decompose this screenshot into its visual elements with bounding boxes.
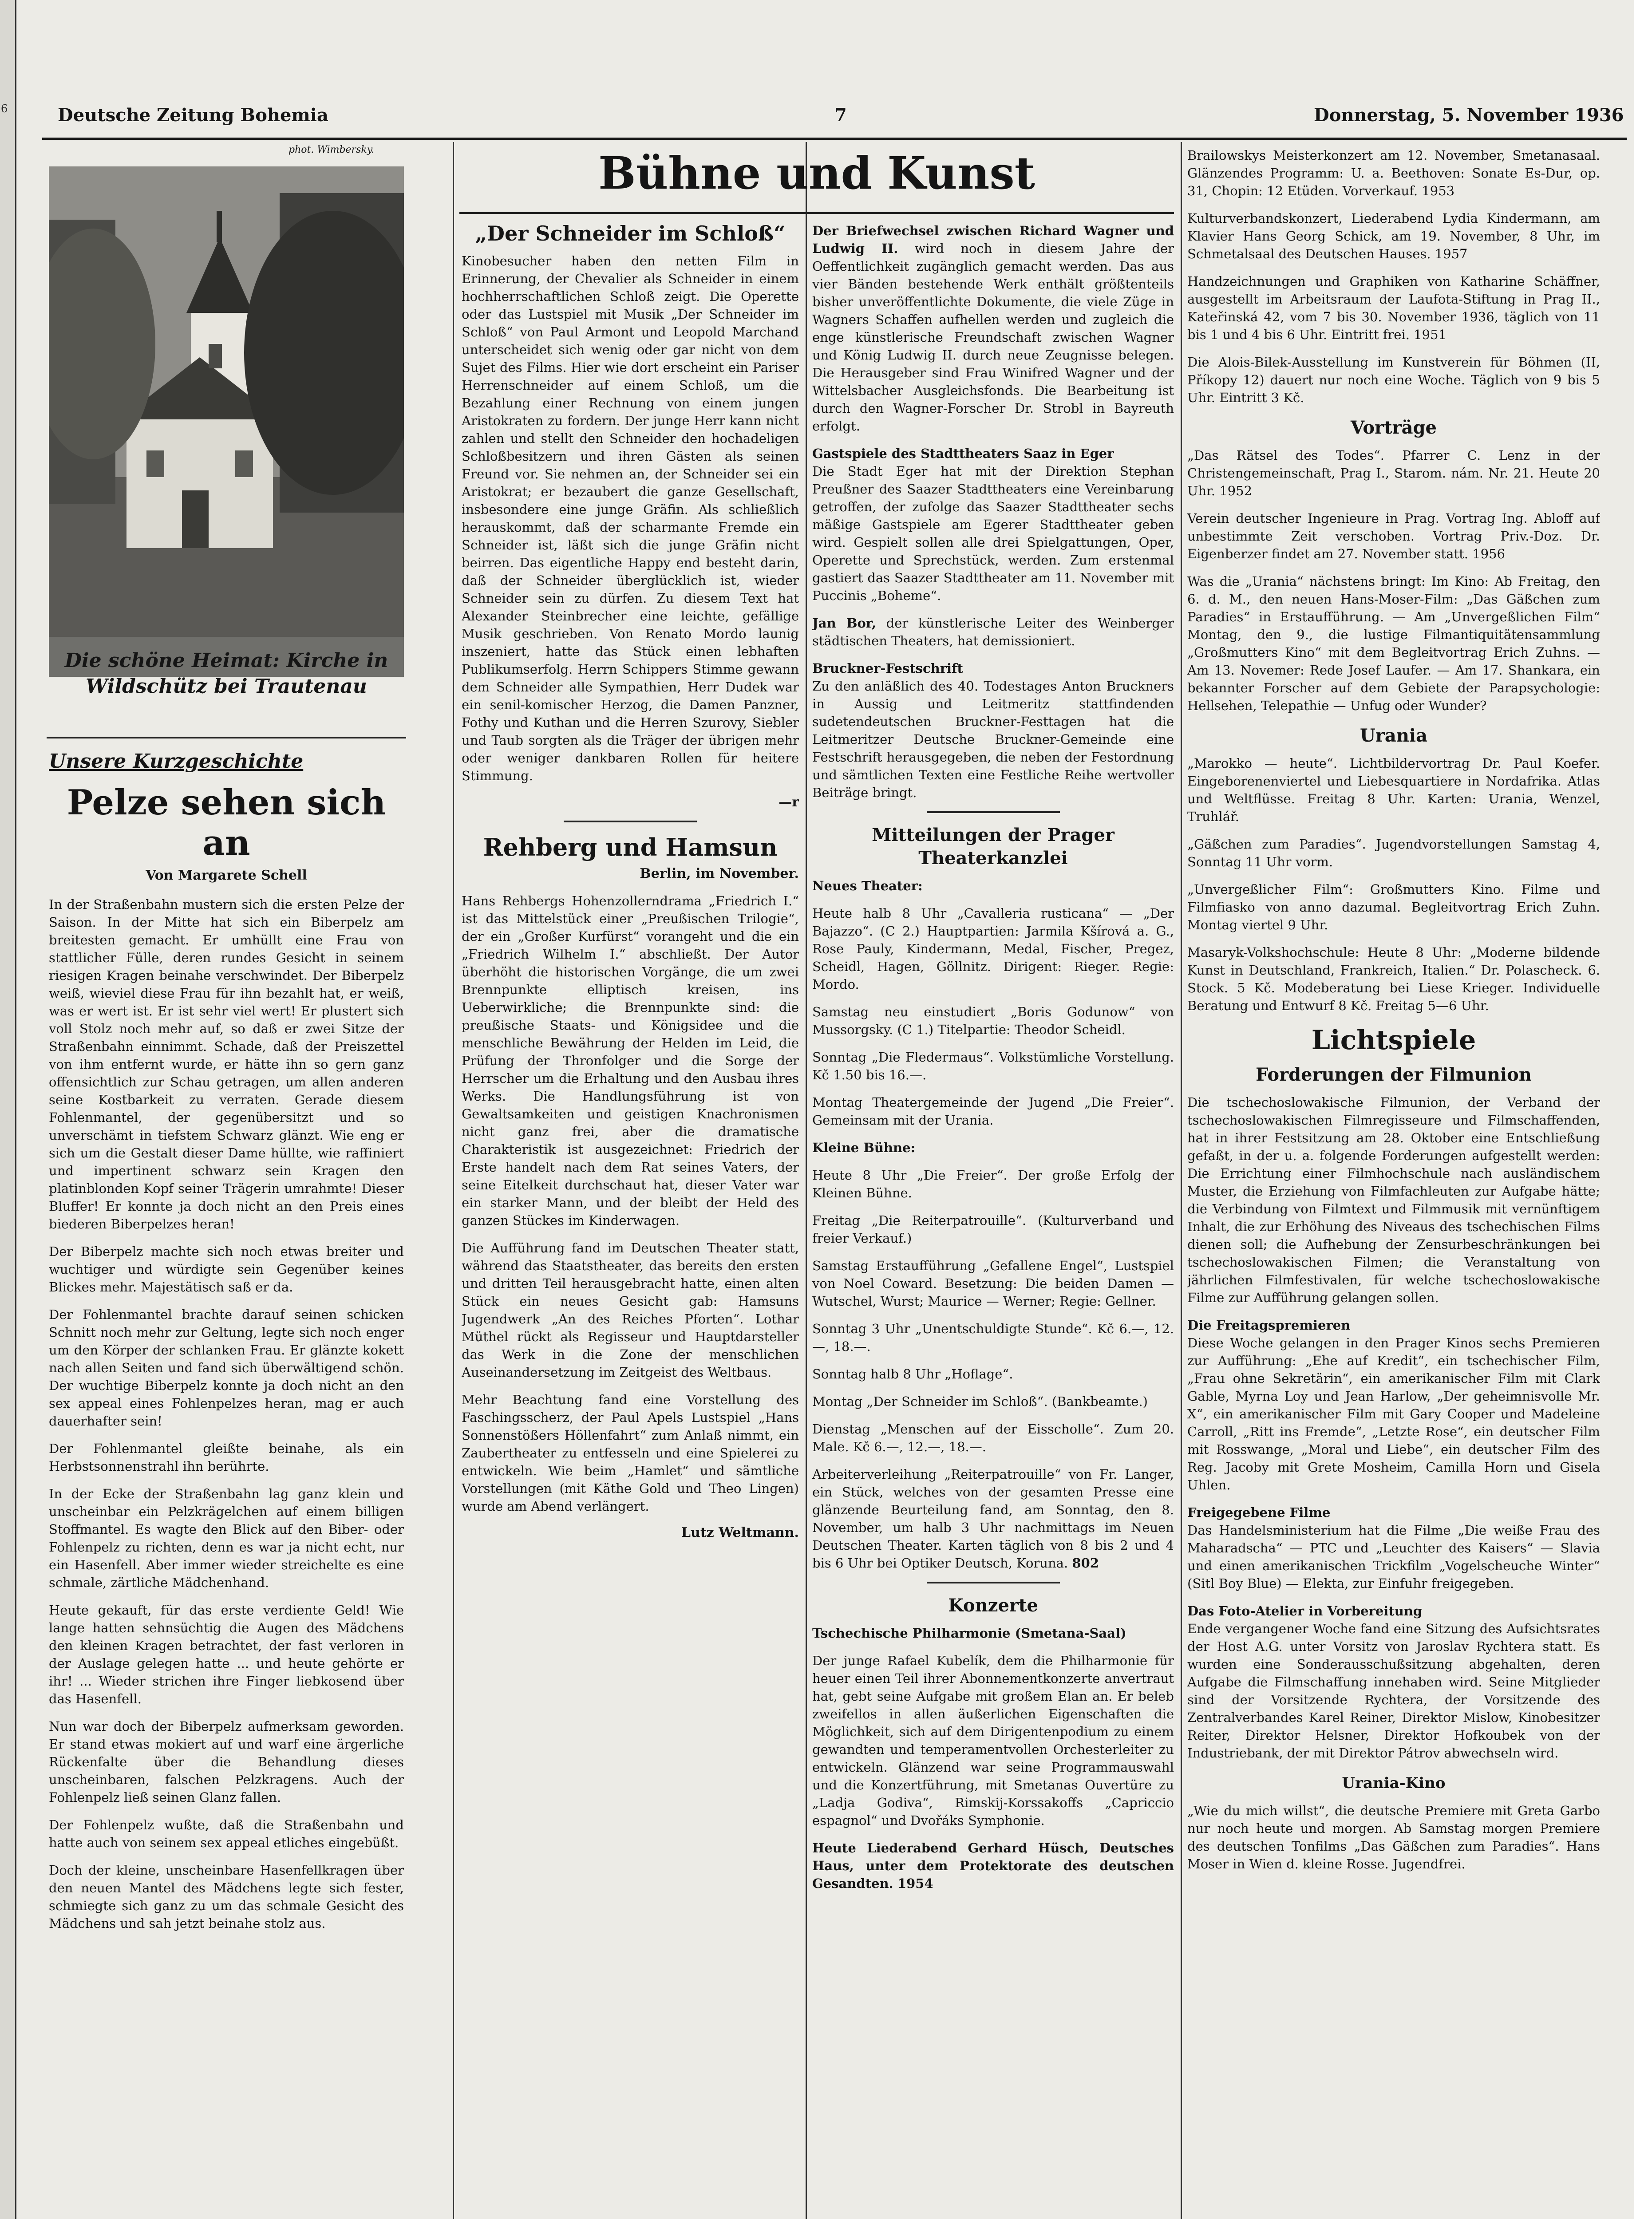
page-number: 7 — [834, 105, 847, 126]
story-title: Pelze sehen sich an — [67, 782, 386, 863]
article-paragraph: Mehr Beachtung fand eine Vorstellung des Faschingsscherz, der Paul Apels Lustspiel „Hans Sonnenstößers Höllenfahrt“ zum Anlaß nimmt, ein Zaubertheater zu entfesseln und eine Spielerei zu entwickeln. Wie beim „Hamlet“ und sämtliche Vorstellungen (mit Käthe Gold und Theo Lingen) wurde am Abend verlängert. — [462, 1392, 799, 1514]
story-paragraph: Der Fohlenmantel gleißte beinahe, als ein Herbstsonnenstrahl ihn berührte. — [49, 1441, 404, 1474]
adjacent-page-strip — [0, 0, 16, 2219]
program-item: Dienstag „Menschen auf der Eisscholle“. Zum 20. Male. Kč 6.—, 12.—, 18.—. — [812, 1421, 1174, 1454]
story-paragraph: Der Fohlenpelz wußte, daß die Straßenbahn und hatte auch von seinem sex appeal etliches eingebüßt. — [49, 1817, 404, 1850]
section-subtitle: Forderungen der Filmunion — [1256, 1064, 1532, 1085]
announcement: Was die „Urania“ nächstens bringt: Im Kino: Ab Freitag, den 6. d. M., den neuen Hans-Moser-Film: „Das Gäßchen zum Paradies“ in Erstaufführung. — Am „Unvergeßlichen Film“ Montag, den 9., die lustige Filmantiquitätensammlung „Großmutters Kino“ mit dem Begleitvortrag Erich Zuhns. — Am 13. Novemer: Rede Josef Laufer. — Am 17. Shankara, ein bekannter Forscher auf dem Gebiete der Parapsychologie: Hellsehen, Telepathie — Unfug oder Wunder? — [1187, 574, 1600, 713]
article-signature: Lutz Weltmann. — [681, 1525, 799, 1540]
section-title: Lichtspiele — [1311, 1025, 1476, 1056]
buehne-column — [462, 222, 799, 2219]
program-item: Sonntag halb 8 Uhr „Hoflage“. — [812, 1366, 1013, 1382]
article-paragraph: Kinobesucher haben den netten Film in Erinnerung, der Chevalier als Schneider in einem hochherrschaftlichen Schloß zeigt. Die Operette oder das Lustspiel mit Musik „Der Schneider im Schloß“ von Paul Armont und Leopold Marchand unterscheidet sich wenig oder gar nicht von dem Sujet des Films. Hier wie dort erscheint ein Pariser Herrenschneider auf einem Schloß, um die Bezahlung einer Rechnung von einem jungen Aristokraten zu fordern. Der junge Herr kann nicht zahlen und stellt den Schneider den hochadeligen Schloßbesitzern und ihren Gästen als seinen Freund vor. Sie nehmen an, der Schneider sei ein Aristokrat; er bezaubert die ganze Gesellschaft, insbesondere eine junge Gräfin. Als schließlich herauskommt, daß der scharmante Fremde ein Schneider ist, läßt sich die junge Gräfin nicht beirren. Das eigentliche Happy end besteht darin, daß der Schneider überglücklich ist, wieder Schneider sein zu dürfen. Zu diesem Text hat Alexander Steinbrecher eine leichte, gefällige Musik geschrieben. Von Renato Mordo launig inszeniert, hatte das Stück einen lebhaften Publikumserfolg. Herrn Schippers Stimme gewann dem Schneider alle Sympathien, Herr Dudek war ein senil-komischer Herzog, die Damen Panzner, Fothy und Kuthan und die Herren Szurovy, Siebler und Taub sorgten als die Träger der übrigen mehr oder weniger dankbaren Rollen für heitere Stimmung. — [462, 253, 799, 783]
short-story — [49, 750, 404, 2219]
section-body: Der junge Rafael Kubelík, dem die Philharmonie für heuer einen Teil ihrer Abonnementkonzerte anvertraut hat, gebt seine Aufgabe mit großem Elan an. Er beleb zweifellos in allen äußerlichen Eigenschaften die Möglichkeit, sich auf dem Dirigentenpodium zu einem gewandten und temperamentvollen Orchesterleiter zu entwickeln. Glänzend war seine Programmauswahl und die Konzertführung, mit Smetanas Ouvertüre zu „Ladja Godiva“, Rimskij-Korssakoffs „Capriccio espagnol“ und Dvořáks Symphonie. — [812, 1653, 1174, 1828]
notice-body: Diese Woche gelangen in den Prager Kinos sechs Premieren zur Aufführung: „Ehe auf Kredit“, ein tschechischer Film, „Frau ohne Sekretärin“, ein amerikanischer Film mit Clark Gable, Myrna Loy und Jean Harlow, „Der geheimnisvolle Mr. X“, ein amerikanischer Film mit Gary Cooper und Madeleine Carroll, „Ritt ins Fremde“, „Letzte Rose“, ein deutscher Film mit Rosswange, „Moral und Liebe“, ein deutscher Film des Reg. Jacoby mit Grete Mosheim, Camilla Horn und Gisela Uhlen. — [1187, 1335, 1600, 1492]
page-header — [44, 101, 1624, 132]
program-item: Montag Theatergemeinde der Jugend „Die Freier“. Gemeinsam mit der Urania. — [812, 1095, 1174, 1128]
announcement: Verein deutscher Ingenieure in Prag. Vortrag Ing. Abloff auf unbestimmte Zeit verschoben. Vortrag Priv.-Doz. Dr. Eigenberzer findet am 27. November statt. 1956 — [1187, 511, 1600, 561]
section-rule — [47, 737, 406, 738]
church-photo — [49, 166, 404, 677]
newspaper-name: Deutsche Zeitung Bohemia — [58, 105, 328, 126]
program-item: Freitag „Die Reiterpatrouille“. (Kulturverband und freier Verkauf.) — [812, 1213, 1174, 1246]
notice-title: Die Freitagspremieren — [1187, 1318, 1351, 1333]
story-paragraph: In der Ecke der Straßenbahn lag ganz klein und unscheinbar ein Pelzkrägelchen auf einem billigen Stoffmantel. Es wagte den Blick auf den Biber- oder Fohlenpelz zu richten, denn es war ja nicht echt, nur ein Hasenfell. Aber immer wieder streichelte es eine schmale, zärtliche Mädchenhand. — [49, 1486, 404, 1590]
photo-credit: phot. Wimbersky. — [289, 144, 375, 155]
notice-body: Die Stadt Eger hat mit der Direktion Stephan Preußner des Saazer Stadttheaters eine Vereinbarung getroffen, der zufolge das Saazer Stadttheater sechs mäßige Gastspiele am Egerer Stadttheater geben wird. Gespielt sollen alle drei Spielgattungen, Oper, Operette und Sprechstück, werden. Zum erstenmal gastiert das Saazer Stadttheater am 11. November mit Puccinis „Boheme“. — [812, 464, 1174, 603]
announcement: „Marokko — heute“. Lichtbildervortrag Dr. Paul Koefer. Eingeborenenviertel und Liebesquartiere in Nordafrika. Atlas und Weltflüsse. Freitag 8 Uhr. Karten: Urania, Wenzel, Truhlář. — [1187, 756, 1600, 824]
photo-caption: Die schöne Heimat: Kirche in Wildschütz bei Trautenau — [64, 649, 388, 698]
story-paragraph: Doch der kleine, unscheinbare Hasenfellkragen über den neuen Mantel des Mädchens legte sich fester, schmiegte sich ganz zu um das schmale Gesicht des Mädchens und sah jetzt beinahe stolz aus. — [49, 1863, 404, 1931]
notice-body: Zu den anläßlich des 40. Todestages Anton Bruckners in Aussig und Leitmeritz stattfindenden sudetendeutschen Bruckner-Festtagen hat die Leitmeritzer Deutsche Bruckner-Gemeinde eine Festschrift herausgegeben, die neben der Festordnung und sämtlichen Texten eine Festliche Reihe wertvoller Beiträge bringt. — [812, 679, 1174, 800]
program-item: Montag „Der Schneider im Schloß“. (Bankbeamte.) — [812, 1394, 1148, 1409]
article-title: Rehberg und Hamsun — [483, 833, 778, 861]
announcement: „Unvergeßlicher Film“: Großmutters Kino. Filme und Filmfiasko von anno dazumal. Begleitvortrag Erich Zuhn. Montag viertel 9 Uhr. — [1187, 882, 1600, 932]
story-paragraph: In der Straßenbahn mustern sich die ersten Pelze der Saison. In der Mitte hat sich ein Biberpelz am breitesten gemacht. Er umhüllt eine Frau von stattlicher Fülle, deren rundes Gesicht in seinem riesigen Kragen beinahe verschwindet. Der Biberpelz weiß, wieviel diese Frau für ihn bezahlt hat, er weiß, was er wert ist. Er ist sehr viel wert! Er plustert sich voll Stolz noch mehr auf, so daß er zwei Sitze der Straßenbahn einnimmt. Schade, daß der Preiszettel von ihm entfernt wurde, er hätte ihn so gern ganz offensichtlich zur Schau getragen, um allen anderen seine Kostbarkeit zu verraten. Gerade diesem Fohlenmantel, der gegenübersitzt und so unverschämt in tiefstem Schwarz glänzt. Wie eng er sich um die Gestalt dieser Dame hüllte, wie raffiniert und impertinent schwarz sein Kragen den platinblonden Kopf seiner Trägerin umrahmte! Dieser Bluffer! Er konnte ja doch nicht an den Preis eines biederen Biberpelzes heran! — [49, 897, 404, 1232]
story-paragraph: Der Fohlenmantel brachte darauf seinen schicken Schnitt noch mehr zur Geltung, legte sich noch enger um den Körper der schlanken Frau. Er glänzte kokett nach allen Seiten und fand sich überwältigend schön. Der wuchtige Biberpelz konnte ja doch nicht an den sex appeal eines Fohlenpelzes heran, mag er auch dauerhafter sein! — [49, 1307, 404, 1429]
announcement: Masaryk-Volkshochschule: Heute 8 Uhr: „Moderne bildende Kunst in Deutschland, Frankreich, Italien.“ Dr. Polascheck. 6. Stock. 5 Kč. Modeberatung bei Liese Krieger. Individuelle Beratung und Entwurf 8 Kč. Freitag 5—6 Uhr. — [1187, 945, 1600, 1013]
right-margin — [1634, 0, 1652, 2219]
notice-title: Freigegebene Filme — [1187, 1505, 1331, 1520]
article-title: „Der Schneider im Schloß“ — [475, 222, 786, 245]
section-subtitle: Tschechische Philharmonie (Smetana-Saal) — [812, 1626, 1126, 1641]
notice-title: Das Foto-Atelier in Vorbereitung — [1187, 1603, 1423, 1619]
article-rule — [564, 821, 697, 822]
issue-date: Donnerstag, 5. November 1936 — [1314, 105, 1624, 126]
notice-body: Heute Liederabend Gerhard Hüsch, Deutsches Haus, unter dem Protektorate des deutschen Gesandten. — [812, 1840, 1174, 1891]
notice-title: Jan Bor, — [812, 616, 877, 631]
announcement: „Das Rätsel des Todes“. Pfarrer C. Lenz in der Christengemeinschaft, Prag I., Starom. nám. Nr. 21. Heute 20 Uhr. 1952 — [1187, 448, 1600, 498]
announcement: Kulturverbandskonzert, Liederabend Lydia Kindermann, am Klavier Hans Georg Schick, am 19. November, 8 Uhr, im Schmetalsaal des Deutschen Hauses. 1957 — [1187, 211, 1600, 261]
notice-body: Ende vergangener Woche fand eine Sitzung des Aufsichtsrates der Host A.G. unter Vorsitz von Jaroslav Rychtera statt. Es wurden eine Sonderausschußsitzung abgehalten, deren Aufgabe die Filmschaffung innehaben wird. Seine Mitglieder sind der Vorsitzende Rychtera, der Vorsitzende des Zentralverbandes Karel Reiner, Direktor Mislow, Kinobesitzer Reiter, Direktor Helsner, Direktor Hofkoubek von der Industriebank, der mit Direktor Pátrov abwechseln wird. — [1187, 1621, 1600, 1761]
section-body: „Wie du mich willst“, die deutsche Premiere mit Greta Garbo nur noch heute und morgen. Ab Samstag morgen Premiere des deutschen Tonfilms „Das Gäßchen zum Paradies“. Hans Moser in Wien d. kleine Rosse. Jugendfrei. — [1187, 1803, 1600, 1872]
program-item: Heute halb 8 Uhr „Cavalleria rusticana“ — „Der Bajazzo“. (C 2.) Hauptpartien: Jarmila Kšírová a. G., Rose Pauly, Kindermann, Medal, Fischer, Pregez, Scheidl, Hagen, Göllnitz. Dirigent: Rieger. Regie: Mordo. — [812, 906, 1174, 992]
column-divider — [1181, 142, 1182, 2219]
theater-label: Neues Theater: — [812, 878, 923, 893]
story-paragraph: Der Biberpelz machte sich noch etwas breiter und wuchtiger und würdigte sein Gegenüber keines Blickes mehr. Majestätisch saß er da. — [49, 1244, 404, 1295]
program-item: Heute 8 Uhr „Die Freier“. Der große Erfolg der Kleinen Bühne. — [812, 1168, 1174, 1200]
column-divider — [806, 142, 807, 2219]
story-kicker: Unsere Kurzgeschichte — [49, 750, 304, 773]
notice-number: 802 — [1072, 1556, 1099, 1571]
program-item: Samstag Erstaufführung „Gefallene Engel“, Lustspiel von Noel Coward. Besetzung: Die beiden Damen — Wutschel, Wurst; Maurice — Werner; Regie: Gellner. — [812, 1258, 1174, 1309]
masthead-rule — [459, 212, 1174, 214]
article-paragraph: Hans Rehbergs Hohenzollerndrama „Friedrich I.“ ist das Mittelstück einer „Preußischen Trilogie“, der ein „Großer Kurfürst“ vorangeht und die ein „Friedrich Wilhelm I.“ abschließt. Der Autor überhöht die historischen Vorgänge, die um zwei Brennpunkte elliptisch kreisen, ins Ueberwirkliche; die Brennpunkte sind: die preußische Staats- und Königsidee und die menschliche Bewährung der Helden im Leid, die Prüfung der Thronfolger und die Sorge der Herrscher um die Erhaltung und den Ausbau ihres Werks. Die Handlungsführung ist von Gewaltsamkeiten und geistigen Knachronismen nicht ganz frei, aber die dramatische Charakteristik ist ausgezeichnet: Friedrich der Erste handelt nach dem Rat seines Vaters, der seine Eitelkeit durchschaut hat, dieser Vater war ein starker Mann, und der bleibt der Held des ganzen Stückes im Kinderwagen. — [462, 893, 799, 1228]
column-divider — [453, 142, 454, 2219]
program-item: Sonntag „Die Fledermaus“. Volkstümliche Vorstellung. Kč 1.50 bis 16.—. — [812, 1050, 1174, 1082]
adjacent-page-fragment: 6 — [1, 103, 8, 115]
header-rule — [42, 138, 1627, 140]
story-byline: Von Margarete Schell — [146, 868, 307, 883]
article-rule — [927, 811, 1060, 813]
article-signature: —r — [779, 794, 799, 810]
program-item: Samstag neu einstudiert „Boris Godunow“ von Mussorgsky. (C 1.) Titelpartie: Theodor Scheidl. — [812, 1004, 1174, 1037]
notice-body: Das Handelsministerium hat die Filme „Die weiße Frau des Maharadscha“ — PTC und „Leuchter des Kaisers“ — Slavia und einen amerikanischen Trickfilm „Vogelscheuche Winter“ (Sitl Boy Blue) — Elekta, zur Einfuhr freigegeben. — [1187, 1523, 1600, 1591]
announcement: „Gäßchen zum Paradies“. Jugendvorstellungen Samstag 4, Sonntag 11 Uhr vorm. — [1187, 837, 1600, 869]
section-masthead: Bühne und Kunst — [598, 147, 1035, 199]
notice-title: Gastspiele des Stadttheaters Saaz in Eger — [812, 446, 1114, 461]
section-body: Die tschechoslowakische Filmunion, der Verband der tschechoslowakischen Filmregisseure und Filmschaffenden, hat in ihrer Festsitzung am 28. Oktober eine Entschließung gefaßt, in der u. a. folgende Forderungen aufgestellt werden: Die Errichtung einer Filmhochschule nach ausländischem Muster, die Erziehung von Filmfachleuten zur Aufgabe hätte; die Verbindung von Filmtext und Filmmusik mit vernünftigem Inhalt, die zur Erhöhung des Niveaus des tschechischen Films dienen soll; die Aufhebung der Zensurbeschränkungen bei tschechoslowakischen Filmen; die Veranstaltung von jährlichen Filmfestivalen, für welche tschechoslowakische Filme zur Aufführung gelangen sollen. — [1187, 1095, 1600, 1305]
article-dateline: Berlin, im November. — [640, 866, 799, 881]
section-title: Urania — [1360, 725, 1428, 746]
notice-body: Arbeiterverleihung „Reiterpatrouille“ von Fr. Langer, ein Stück, welches von der gesamten Presse eine glänzende Beurteilung fand, am Sonntag, den 8. November, um halb 3 Uhr nachmittags im Neuen Deutschen Theater. Karten täglich von 8 bis 2 und 4 bis 6 Uhr bei Optiker Deutsch, Koruna. — [812, 1467, 1174, 1571]
announcement: Brailowskys Meisterkonzert am 12. November, Smetanasaal. Glänzendes Programm: U. a. Beethoven: Sonate Es-Dur, op. 31, Chopin: 12 Etüden. Vorverkauf. 1953 — [1187, 148, 1600, 198]
story-paragraph: Heute gekauft, für das erste verdiente Geld! Wie lange hatten sehnsüchtig die Augen des Mädchens den kleinen Kragen betrachtet, der fast verloren in der Auslage gelegen hatte ... und heute gehörte er ihr! ... Wieder strichen ihre Finger liebkosend über das Hasenfell. — [49, 1603, 404, 1706]
announcement: Die Alois-Bilek-Ausstellung im Kunstverein für Böhmen (II, Příkopy 12) dauert nur noch eine Woche. Täglich von 9 bis 5 Uhr. Eintritt 3 Kč. — [1187, 355, 1600, 405]
notices-column — [812, 222, 1174, 2219]
notice-title: Der Briefwechsel zwischen Richard Wagner und Ludwig II. — [812, 223, 1174, 256]
church-illustration — [49, 166, 404, 637]
section-title: Konzerte — [948, 1595, 1038, 1616]
story-paragraph: Nun war doch der Biberpelz aufmerksam geworden. Er stand etwas mokiert auf und warf eine ärgerliche Rückenfalte über die Behandlung dieses unscheinbaren, falschen Pelzkragens. Auch der Fohlenpelz ließ seinen Glanz fallen. — [49, 1719, 404, 1805]
notice-number: 1954 — [897, 1876, 933, 1891]
section-title: Urania-Kino — [1342, 1774, 1446, 1792]
article-rule — [927, 1582, 1060, 1583]
section-title: Mitteilungen der Prager Theaterkanzlei — [872, 825, 1115, 869]
announcement: Handzeichnungen und Graphiken von Katharine Schäffner, ausgestellt im Arbeitsraum der Laufota-Stiftung in Prag II., Kateřinská 42, vom 7 bis 30. November 1936, täglich von 11 bis 1 und 4 bis 6 Uhr. Eintritt frei. 1951 — [1187, 274, 1600, 342]
announcements-column — [1187, 146, 1600, 2219]
notice-title: Bruckner-Festschrift — [812, 661, 963, 676]
notice-body: der künstlerische Leiter des Weinberger städtischen Theaters, hat demissioniert. — [812, 616, 1174, 648]
section-title: Vorträge — [1350, 417, 1437, 438]
article-paragraph: Die Aufführung fand im Deutschen Theater statt, während das Staatstheater, das bereits den ersten und dritten Teil herausgebracht hatte, einen alten Stück ein neues Gesicht gab: Hamsuns Jugendwerk „An des Reiches Pforten“. Lothar Müthel rückt als Regisseur und Hauptdarsteller das Werk in die Zone der menschlichen Auseinandersetzung im Zeitgeist des Weltbaus. — [462, 1240, 799, 1380]
notice-body: wird noch in diesem Jahre der Oeffentlichkeit zugänglich gemacht werden. Das aus vier Bänden bestehende Werk enthält größtenteils bisher unveröffentlichte Dokumente, die viele Züge in Wagners Schaffen aufhellen werden und zugleich die enge künstlerische Freundschaft zwischen Wagner und König Ludwig II. durch neue Zeugnisse belegen. Die Herausgeber sind Frau Winifred Wagner und der Wittelsbacher Ausgleichsfonds. Die Bearbeitung ist durch den Wagner-Forscher Dr. Strobl in Bayreuth erfolgt. — [812, 241, 1174, 434]
program-item: Sonntag 3 Uhr „Unentschuldigte Stunde“. Kč 6.—, 12.—, 18.—. — [812, 1321, 1174, 1354]
theater-label: Kleine Bühne: — [812, 1140, 916, 1155]
